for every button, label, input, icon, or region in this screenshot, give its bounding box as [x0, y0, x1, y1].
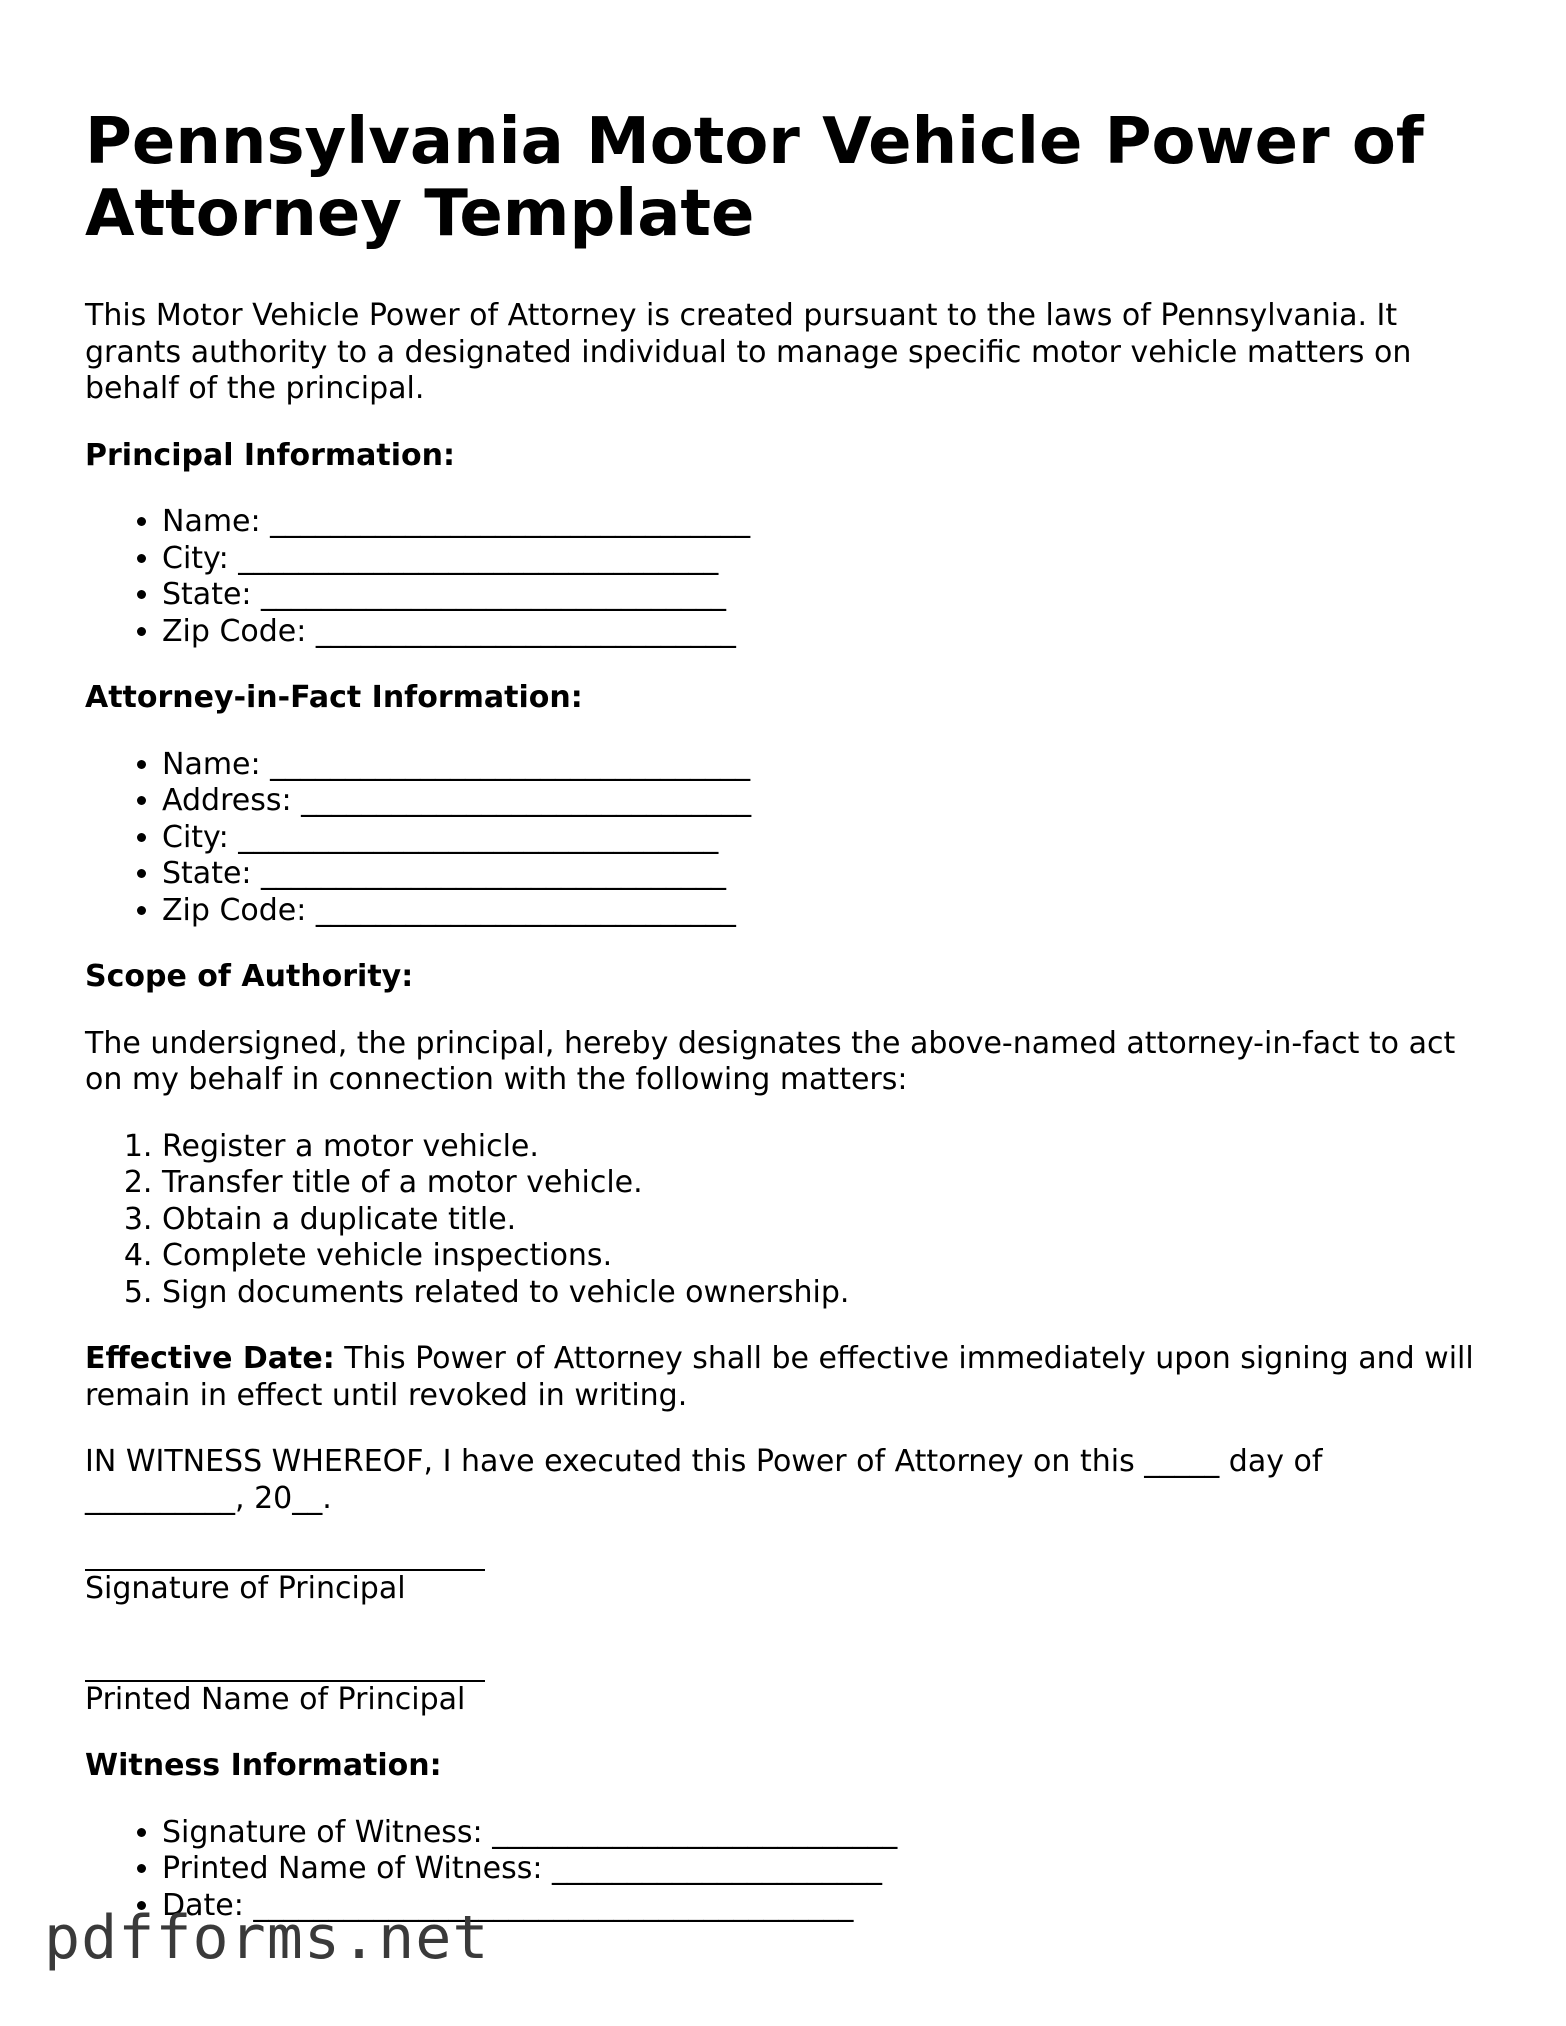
scope-item: 5. Sign documents related to vehicle ownership.: [162, 1275, 1485, 1312]
principal-signature-label: Signature of Principal: [85, 1571, 406, 1606]
scope-heading: Scope of Authority:: [85, 959, 414, 994]
scope-item: 3. Obtain a duplicate title.: [162, 1202, 1485, 1239]
spacer: [85, 1608, 1485, 1644]
scope-item: 1. Register a motor vehicle.: [162, 1129, 1485, 1166]
principal-printed-name-line: [85, 1658, 485, 1682]
watermark: pdfforms.net: [44, 1903, 490, 1973]
scope-item: 2. Transfer title of a motor vehicle.: [162, 1165, 1485, 1202]
witness-date-field: • Date: ________________________________________: [162, 1888, 1485, 1925]
principal-fields-list: [85, 504, 1485, 650]
attorney-zip-field: • Zip Code: ____________________________: [162, 893, 1485, 930]
attorney-fields-list: [85, 747, 1485, 930]
principal-state-field: • State: _______________________________: [162, 577, 1485, 614]
witness-signature-field: • Signature of Witness: ___________________________: [162, 1815, 1485, 1852]
principal-signature-line: [85, 1547, 485, 1571]
effective-date-label: Effective Date:: [85, 1341, 335, 1376]
document-title: Pennsylvania Motor Vehicle Power of Attorney Template: [85, 105, 1424, 251]
effective-date-paragraph: [85, 1341, 1485, 1414]
attorney-city-field: • City: ________________________________: [162, 820, 1485, 857]
intro-paragraph: This Motor Vehicle Power of Attorney is created pursuant to the laws of Pennsylvania. It grants authority to a designated individual to manage specific motor vehicle matters on behalf of the principal.: [85, 298, 1412, 406]
scope-item: 4. Complete vehicle inspections.: [162, 1238, 1485, 1275]
principal-heading: Principal Information:: [85, 437, 456, 473]
principal-city-field: • City: ________________________________: [162, 541, 1485, 578]
witness-printed-name-field: • Printed Name of Witness: ______________________: [162, 1851, 1485, 1888]
attorney-heading: Attorney-in-Fact Information:: [85, 680, 583, 715]
scope-items-list: [85, 1129, 1485, 1312]
principal-zip-field: • Zip Code: ____________________________: [162, 614, 1485, 651]
attorney-name-field: • Name: ________________________________: [162, 747, 1485, 784]
principal-name-field: • Name: ________________________________: [162, 504, 1485, 541]
document-page: [85, 106, 1485, 1954]
principal-printed-name-label: Printed Name of Principal: [85, 1681, 466, 1717]
principal-signature-block: [85, 1547, 1485, 1718]
spacer: [85, 1718, 1485, 1748]
witness-heading: Witness Information:: [85, 1748, 442, 1783]
effective-date-text: This Power of Attorney shall be effective immediately upon signing and will remain in effect until revoked in writing.: [85, 1341, 1474, 1413]
witness-whereof-paragraph: IN WITNESS WHEREOF, I have executed this Power of Attorney on this _____ day of __________, 20__.: [85, 1444, 1323, 1516]
attorney-address-field: • Address: ______________________________: [162, 783, 1485, 820]
attorney-state-field: • State: _______________________________: [162, 856, 1485, 893]
scope-paragraph: The undersigned, the principal, hereby designates the above-named attorney-in-fact to act on my behalf in connection with the following matters:: [85, 1025, 1456, 1097]
